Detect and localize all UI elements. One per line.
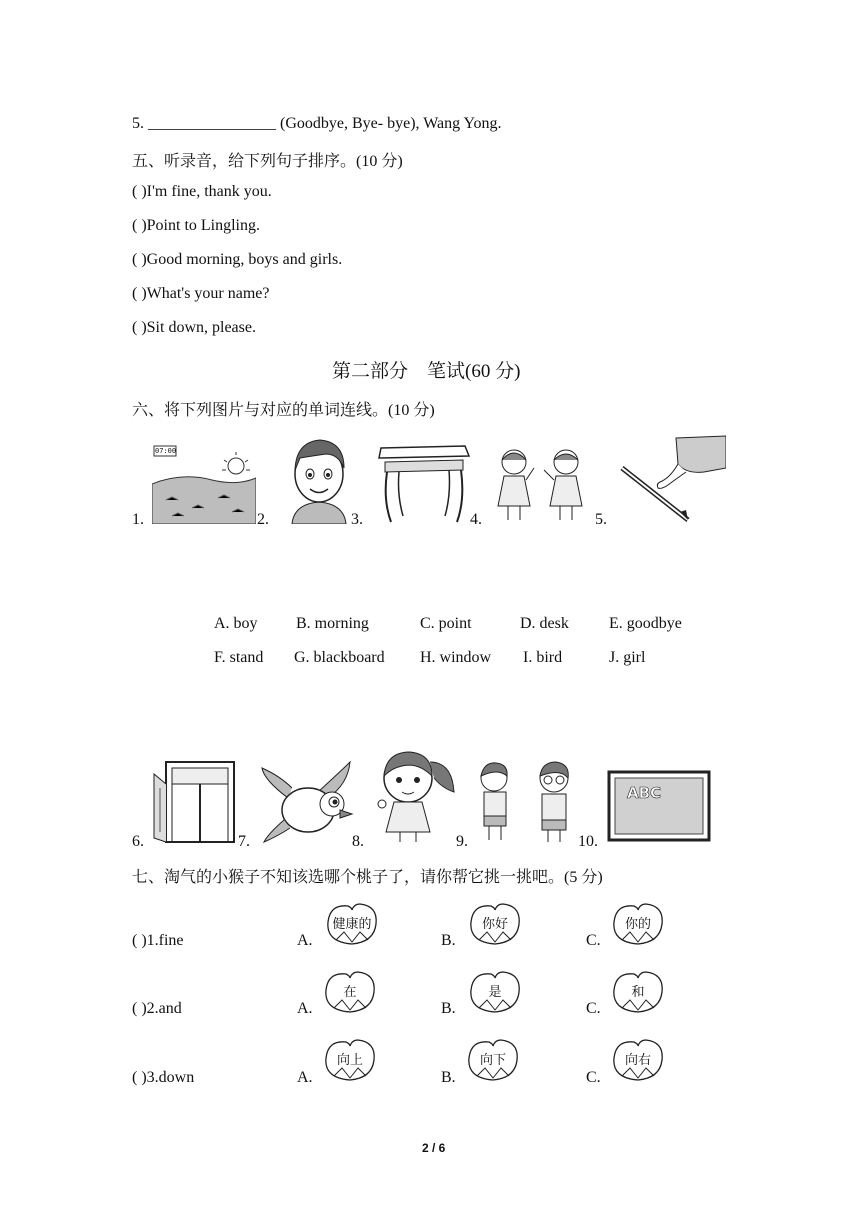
answer-paren: ( ) [132, 1000, 147, 1017]
picture-number: 5. [595, 511, 607, 528]
boy-face-picture [286, 434, 352, 524]
answer-paren: ( ) [132, 183, 147, 200]
option-letter: C. [586, 1069, 601, 1086]
list-item [132, 318, 256, 338]
peach-label: 向右 [624, 1053, 651, 1068]
option-letter: A. [297, 1069, 313, 1086]
sentence-text: Point to Lingling. [146, 217, 260, 234]
option-letter: C. [586, 932, 601, 949]
desk-picture [377, 440, 471, 524]
blackboard-picture [607, 770, 711, 842]
peach-label: 是 [488, 985, 502, 1000]
peach-option[interactable] [322, 968, 378, 1014]
clock-text: 07:00 [155, 447, 177, 455]
q5-text: (Goodbye, Bye- bye), Wang Yong. [280, 115, 502, 132]
picture-number: 8. [352, 833, 364, 850]
option-girl: J. girl [609, 649, 646, 666]
picture-number: 7. [238, 833, 250, 850]
section7-title: 七、淘气的小猴子不知该选哪个桃子了，请你帮它挑一挑吧。(5 分) [132, 869, 603, 886]
option-stand: F. stand [214, 649, 264, 666]
girl-picture [372, 748, 458, 844]
peach-option[interactable] [610, 968, 666, 1014]
peach-label: 向上 [336, 1053, 363, 1068]
answer-paren: ( ) [132, 319, 147, 336]
sentence-text: What's your name? [146, 285, 270, 302]
peach-label: 你好 [481, 917, 508, 932]
peach-option[interactable] [322, 1036, 378, 1082]
peach-option[interactable] [324, 900, 380, 946]
option-letter: B. [441, 1000, 456, 1017]
q5-blank: ________________ [148, 115, 276, 132]
peach-option[interactable] [465, 1036, 521, 1082]
question-row [132, 999, 182, 1019]
section6-title: 六、将下列图片与对应的单词连线。(10 分) [132, 402, 435, 419]
list-item [132, 182, 272, 202]
question-word: 2.and [146, 1000, 182, 1017]
option-blackboard: G. blackboard [294, 649, 385, 666]
answer-paren: ( ) [132, 217, 147, 234]
picture-number: 3. [351, 511, 363, 528]
blackboard-text: ABC [627, 784, 662, 802]
peach-label: 向下 [479, 1053, 506, 1068]
picture-number: 9. [456, 833, 468, 850]
bird-picture [258, 758, 354, 844]
picture-number: 1. [132, 511, 144, 528]
q5-number: 5. [132, 115, 144, 132]
option-goodbye: E. goodbye [609, 615, 682, 632]
question-row [132, 931, 184, 951]
option-point: C. point [420, 615, 472, 632]
answer-paren: ( ) [132, 285, 147, 302]
morning-landscape-picture [152, 442, 256, 524]
list-item [132, 284, 270, 304]
peach-option[interactable] [610, 1036, 666, 1082]
boys-standing-picture [472, 760, 580, 844]
picture-number: 4. [470, 511, 482, 528]
peach-label: 和 [631, 985, 645, 1000]
page-number: 2 / 6 [422, 1141, 446, 1155]
window-picture [152, 758, 238, 846]
answer-paren: ( ) [132, 1069, 147, 1086]
option-letter: B. [441, 1069, 456, 1086]
part2-title: 第二部分 笔试(60 分) [332, 361, 521, 382]
option-letter: A. [297, 932, 313, 949]
peach-label: 你的 [624, 917, 651, 932]
sentence-text: Good morning, boys and girls. [146, 251, 343, 268]
goodbye-girls-picture [494, 446, 588, 524]
sentence-text: I'm fine, thank you. [146, 183, 272, 200]
q5-line [132, 114, 502, 134]
picture-number: 6. [132, 833, 144, 850]
section5-title: 五、听录音，给下列句子排序。(10 分) [132, 153, 403, 170]
option-desk: D. desk [520, 615, 569, 632]
answer-paren: ( ) [132, 251, 147, 268]
pointing-hand-picture [616, 434, 726, 524]
sentence-text: Sit down, please. [146, 319, 256, 336]
peach-option[interactable] [467, 900, 523, 946]
list-item [132, 250, 342, 270]
option-bird: I. bird [523, 649, 563, 666]
question-word: 1.fine [146, 932, 184, 949]
answer-paren: ( ) [132, 932, 147, 949]
peach-option[interactable] [467, 968, 523, 1014]
question-word: 3.down [146, 1069, 195, 1086]
peach-label: 在 [343, 985, 357, 1000]
option-morning: B. morning [296, 615, 369, 632]
picture-number: 10. [578, 833, 598, 850]
option-boy: A. boy [214, 615, 258, 632]
list-item [132, 216, 260, 236]
option-window: H. window [420, 649, 492, 666]
option-letter: B. [441, 932, 456, 949]
peach-label: 健康的 [332, 917, 372, 932]
option-letter: A. [297, 1000, 313, 1017]
option-letter: C. [586, 1000, 601, 1017]
peach-option[interactable] [610, 900, 666, 946]
picture-number: 2. [257, 511, 269, 528]
question-row [132, 1068, 194, 1088]
